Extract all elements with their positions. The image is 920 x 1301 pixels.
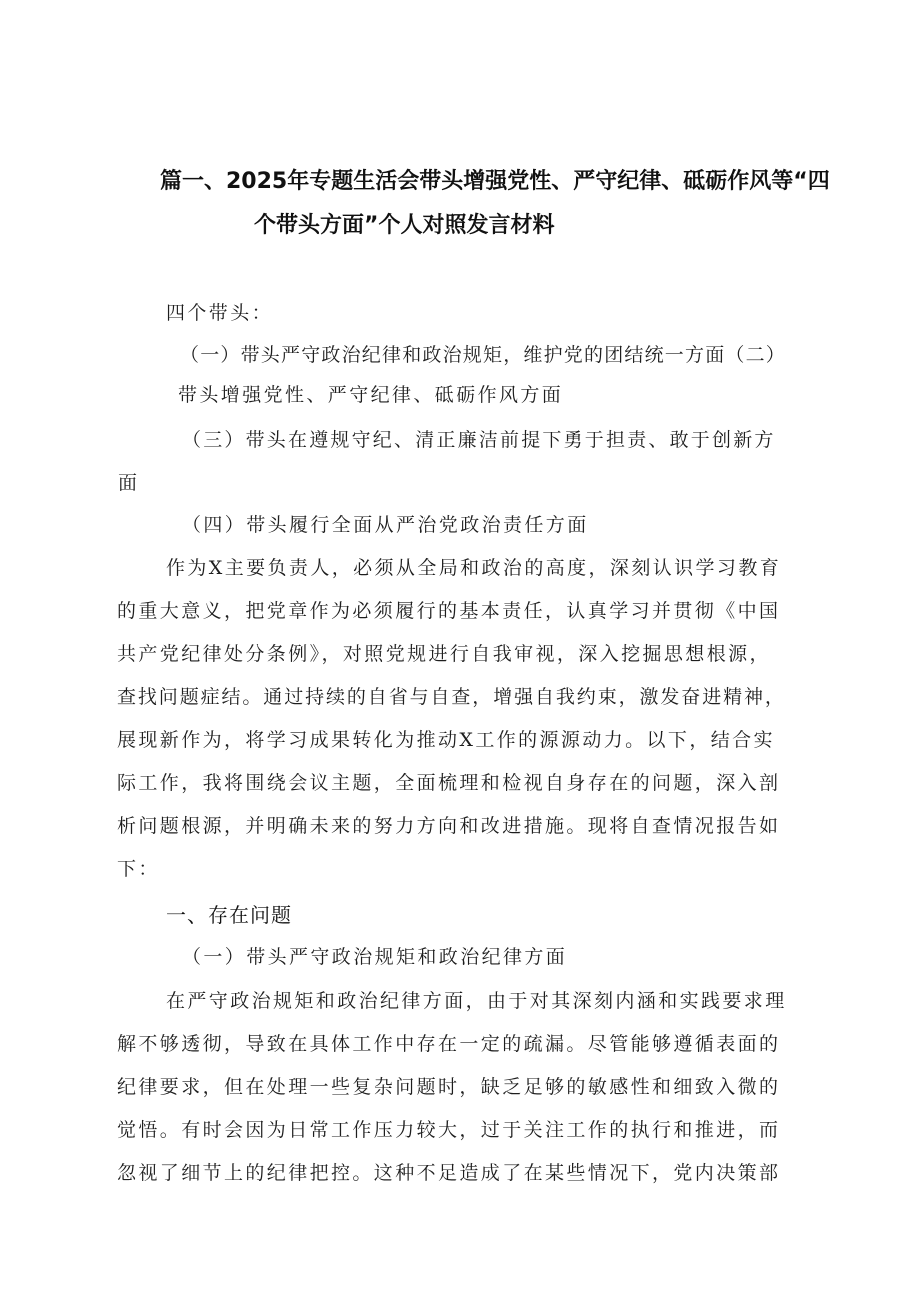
- item-3: （三）带头在遵规守纪、清正廉洁前提下勇于担责、敢于创新方: [182, 429, 776, 451]
- para2-line-1: 在严守政治规矩和政治纪律方面，由于对其深刻内涵和实践要求理: [166, 990, 787, 1012]
- para2-line-4: 觉悟。有时会因为日常工作压力较大，过于关注工作的执行和推进，而: [117, 1119, 781, 1141]
- para1-line-8: 下：: [117, 858, 160, 880]
- para1-line-5: 展现新作为，将学习成果转化为推动X工作的源源动力。以下，结合实: [117, 729, 775, 751]
- item-1-cont: 带头增强党性、严守纪律、砥砺作风方面: [178, 384, 564, 406]
- item-1: （一）带头严守政治纪律和政治规矩，维护党的团结统一方面（二）: [180, 344, 787, 366]
- subsection-1-heading: （一）带头严守政治规矩和政治纪律方面: [182, 946, 568, 968]
- para1-line-6: 际工作，我将围绕会议主题，全面梳理和检视自身存在的问题，深入剖: [117, 772, 781, 794]
- title-line-1: 篇一、2025年专题生活会带头增强党性、严守纪律、砥砺作风等“四: [160, 169, 830, 194]
- item-4: （四）带头履行全面从严治党政治责任方面: [182, 514, 589, 536]
- item-3-cont: 面: [118, 472, 140, 494]
- para1-line-1: 作为X主要负责人，必须从全局和政治的高度，深刻认识学习教育: [166, 557, 782, 579]
- intro-label: 四个带头：: [166, 302, 274, 324]
- document-title: [160, 160, 860, 248]
- para1-line-2: 的重大意义，把党章作为必须履行的基本责任，认真学习并贯彻《中国: [117, 600, 781, 622]
- section-1-heading: 一、存在问题: [166, 903, 292, 927]
- para2-line-2: 解不够透彻，导致在具体工作中存在一定的疏漏。尽管能够遵循表面的: [117, 1033, 781, 1055]
- title-line-2: 个带头方面”个人对照发言材料: [254, 213, 555, 238]
- para1-line-7: 析问题根源，并明确未来的努力方向和改进措施。现将自查情况报告如: [117, 815, 781, 837]
- para2-line-3: 纪律要求，但在处理一些复杂问题时，缺乏足够的敏感性和细致入微的: [117, 1076, 781, 1098]
- para1-line-3: 共产党纪律处分条例》，对照党规进行自我审视，深入挖掘思想根源，: [117, 643, 771, 665]
- para2-line-5: 忽视了细节上的纪律把控。这种不足造成了在某些情况下，党内决策部: [117, 1162, 781, 1184]
- para1-line-4: 查找问题症结。通过持续的自省与自查，增强自我约束，激发奋进精神，: [117, 686, 786, 708]
